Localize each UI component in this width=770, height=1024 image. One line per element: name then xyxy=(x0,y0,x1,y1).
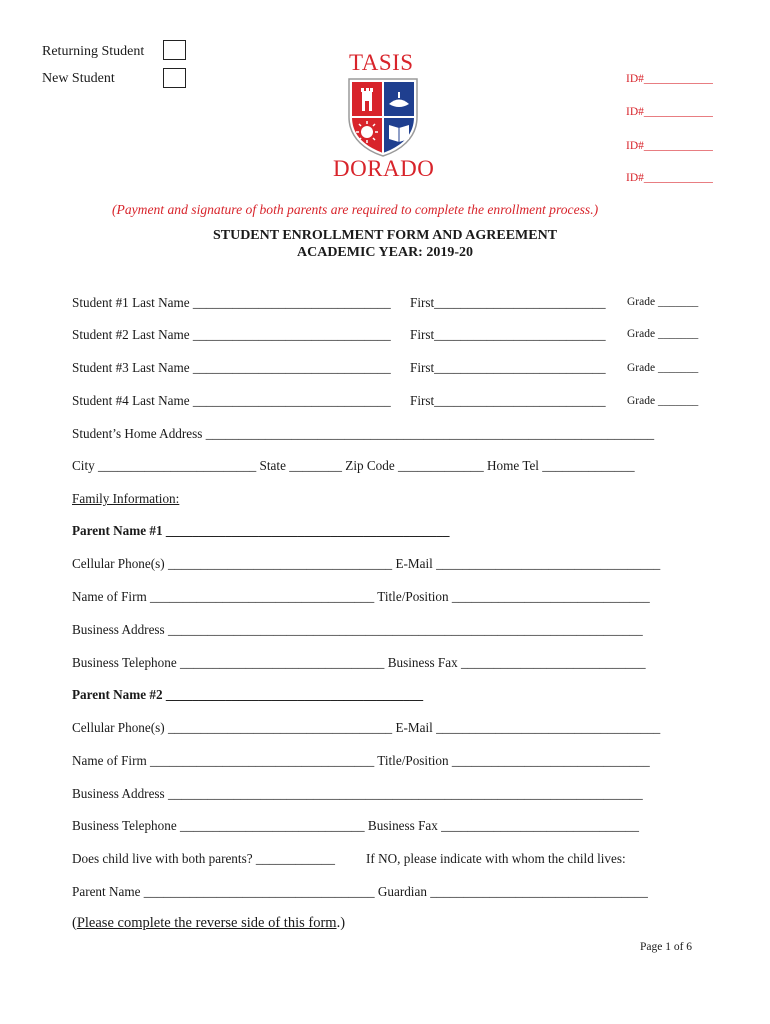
student-1-grade[interactable]: Grade _______ xyxy=(627,296,699,308)
logo-bottom-text: DORADO xyxy=(333,156,435,181)
city-state-zip-tel-field[interactable]: City ________________________ State ________ Zip Code _____________ Home Tel ______________ xyxy=(72,458,635,473)
student-1-first-name[interactable]: First__________________________ xyxy=(410,295,606,310)
id-line: ID#____________ xyxy=(626,140,713,152)
student-2-first-name[interactable]: First__________________________ xyxy=(410,327,606,342)
family-information-heading: Family Information: xyxy=(72,491,180,506)
parent-guardian-field[interactable]: Parent Name ___________________________________ Guardian _________________________________ xyxy=(72,884,648,899)
student-4-last-name[interactable]: Student #4 Last Name ______________________________ xyxy=(72,393,391,408)
student-2-grade[interactable]: Grade _______ xyxy=(627,328,699,340)
student-4-first-name[interactable]: First__________________________ xyxy=(410,393,606,408)
logo-top-text: TASIS xyxy=(349,50,414,75)
parent-2-business-phone-fax-field[interactable]: Business Telephone ____________________________ Business Fax ______________________________ xyxy=(72,818,639,833)
id-line: ID#____________ xyxy=(626,172,713,184)
id-line: ID#____________ xyxy=(626,73,713,85)
home-address-field[interactable]: Student’s Home Address ____________________________________________________________________ xyxy=(72,426,655,441)
student-3-last-name[interactable]: Student #3 Last Name ______________________________ xyxy=(72,360,391,375)
parent-2-name-field[interactable]: Parent Name #2 _______________________________________ xyxy=(72,687,424,702)
returning-student-label: Returning Student xyxy=(42,44,145,59)
school-crest-icon xyxy=(347,77,419,157)
payment-notice: (Payment and signature of both parents are required to complete the enrollment process.) xyxy=(112,202,599,217)
reverse-side-note-text: Please complete the reverse side of this form xyxy=(76,915,337,931)
new-student-label: New Student xyxy=(42,71,115,86)
page-number: Page 1 of 6 xyxy=(640,941,693,953)
parent-1-business-address-field[interactable]: Business Address ________________________________________________________________________ xyxy=(72,622,643,637)
id-line: ID#____________ xyxy=(626,106,713,118)
student-4-grade[interactable]: Grade _______ xyxy=(627,395,699,407)
parent-1-business-phone-fax-field[interactable]: Business Telephone _______________________________ Business Fax ____________________________ xyxy=(72,655,646,670)
lives-with-both-parents-field[interactable]: Does child live with both parents? ____________ xyxy=(72,851,335,866)
form-subtitle: ACADEMIC YEAR: 2019-20 xyxy=(296,245,474,260)
parent-1-firm-title-field[interactable]: Name of Firm __________________________________ Title/Position ______________________________ xyxy=(72,589,650,604)
parent-1-cell-email-field[interactable]: Cellular Phone(s) __________________________________ E-Mail __________________________________ xyxy=(72,556,661,571)
student-3-grade[interactable]: Grade _______ xyxy=(627,362,699,374)
parent-1-name-field[interactable]: Parent Name #1 ___________________________________________ xyxy=(72,523,450,538)
student-2-last-name[interactable]: Student #2 Last Name ______________________________ xyxy=(72,327,391,342)
new-student-checkbox[interactable] xyxy=(163,68,186,88)
student-1-last-name[interactable]: Student #1 Last Name ______________________________ xyxy=(72,295,391,310)
parent-2-firm-title-field[interactable]: Name of Firm __________________________________ Title/Position ______________________________ xyxy=(72,753,650,768)
returning-student-checkbox[interactable] xyxy=(163,40,186,60)
form-title: STUDENT ENROLLMENT FORM AND AGREEMENT xyxy=(212,228,558,243)
parent-2-business-address-field[interactable]: Business Address ________________________________________________________________________ xyxy=(72,786,643,801)
parent-2-cell-email-field[interactable]: Cellular Phone(s) __________________________________ E-Mail __________________________________ xyxy=(72,720,661,735)
student-3-first-name[interactable]: First__________________________ xyxy=(410,360,606,375)
reverse-side-note: (Please complete the reverse side of this form.) xyxy=(72,915,346,931)
custody-instruction: If NO, please indicate with whom the child lives: xyxy=(366,851,626,866)
